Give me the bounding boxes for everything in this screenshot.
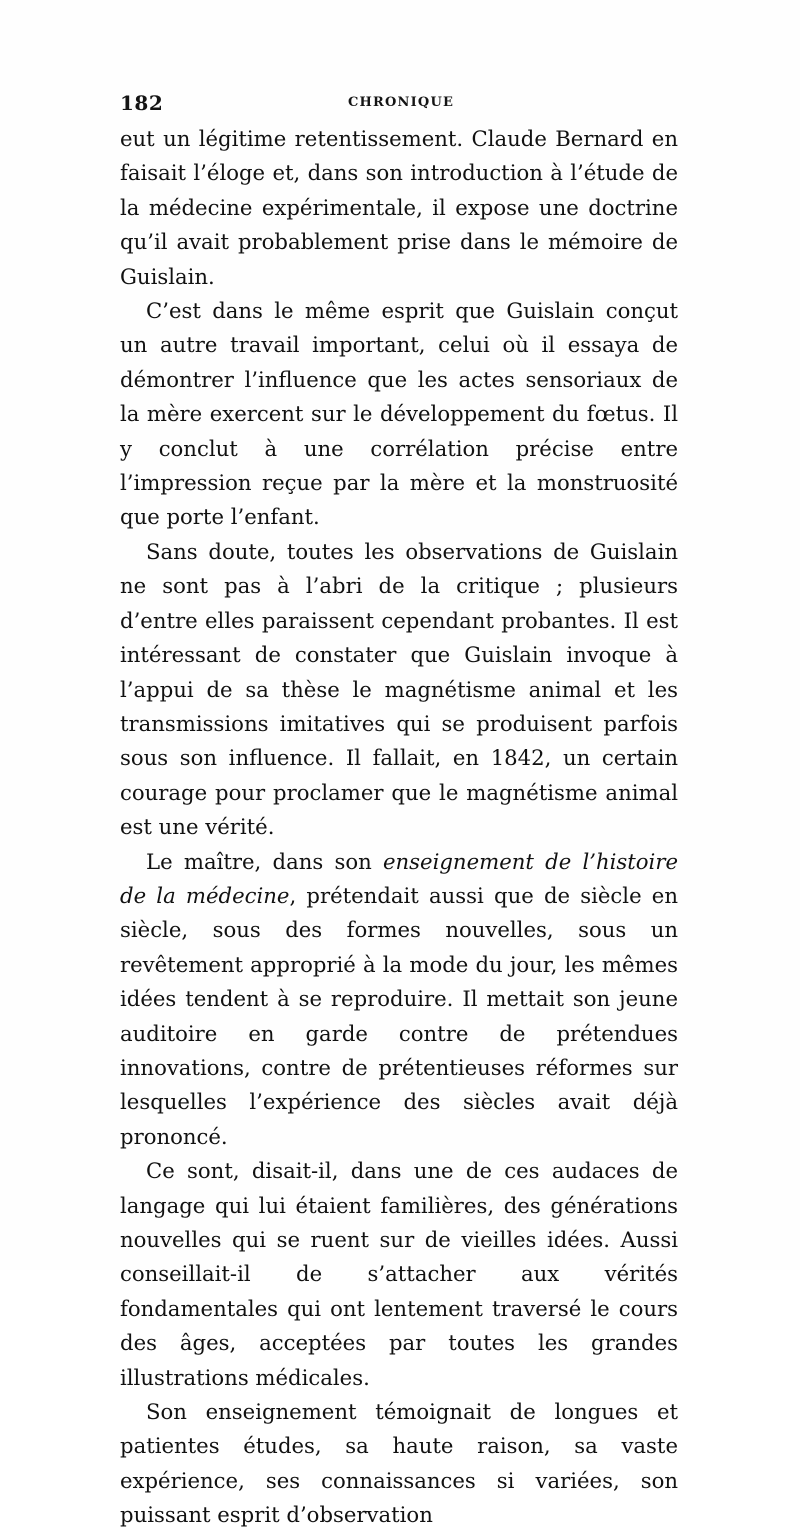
paragraph-text: Ce sont, disait-il, dans une de ces audaces de langage qui lui étaient familières, des générations nouvelles qui se ruent sur de vieilles idées. Aussi conseillait-il de s’attacher aux vérités fondamentales qui ont lentement traversé le cours des âges, acceptées par toutes les grandes illustrations médicales. (120, 1158, 678, 1390)
paragraph-text: Sans doute, toutes les observations de Guislain ne sont pas à l’abri de la critique ; plusieurs d’entre elles paraissent cependant probantes. Il est intéressant de constater que Guislain invoque à l’appui de sa thèse le magnétisme animal et les transmissions imitatives qui se produisent parfois sous son influence. Il fallait, en 1842, un certain courage pour proclamer que le magnétisme animal est une vérité. (120, 538, 678, 840)
book-title-italic: enseignement de l’histoire de la médecine (120, 848, 678, 908)
paragraph (120, 1154, 678, 1395)
running-title: CHRONIQUE (348, 95, 455, 110)
page-number: 182 (120, 91, 164, 115)
paragraph-text: , prétendait aussi que de siècle en siècle, sous des formes nouvelles, sous un revêtement approprié à la mode du jour, les mêmes idées tendent à se reproduire. Il mettait son jeune auditoire en garde contre de prétendues innovations, contre de prétentieuses réformes sur lesquelles l’expérience des siècles avait déjà prononcé. (120, 882, 678, 1149)
paragraph-text: C’est dans le même esprit que Guislain conçut un autre travail important, celui où il essaya de démontrer l’influence que les actes sensoriaux de la mère exercent sur le développement du fœtus. Il y conclut à une corrélation précise entre l’impression reçue par la mère et la monstruosité que porte l’enfant. (120, 298, 678, 530)
paragraph-continuation (120, 122, 678, 294)
paragraph-text: Le maître, dans son (146, 848, 383, 874)
body-text (120, 122, 678, 1533)
paragraph (120, 294, 678, 535)
paragraph-text: Son enseignement témoignait de longues et patientes études, sa haute raison, sa vaste expérience, ses connaissances si variées, son puissant esprit d’observation (120, 1399, 678, 1528)
paragraph-text: eut un légitime retentissement. Claude Bernard en faisait l’éloge et, dans son introduction à l’étude de la médecine expérimentale, il expose une doctrine qu’il avait probablement prise dans le mémoire de Guislain. (120, 126, 678, 289)
paragraph (120, 845, 678, 1155)
paragraph (120, 1395, 678, 1533)
running-head (120, 91, 680, 121)
paragraph (120, 535, 678, 845)
